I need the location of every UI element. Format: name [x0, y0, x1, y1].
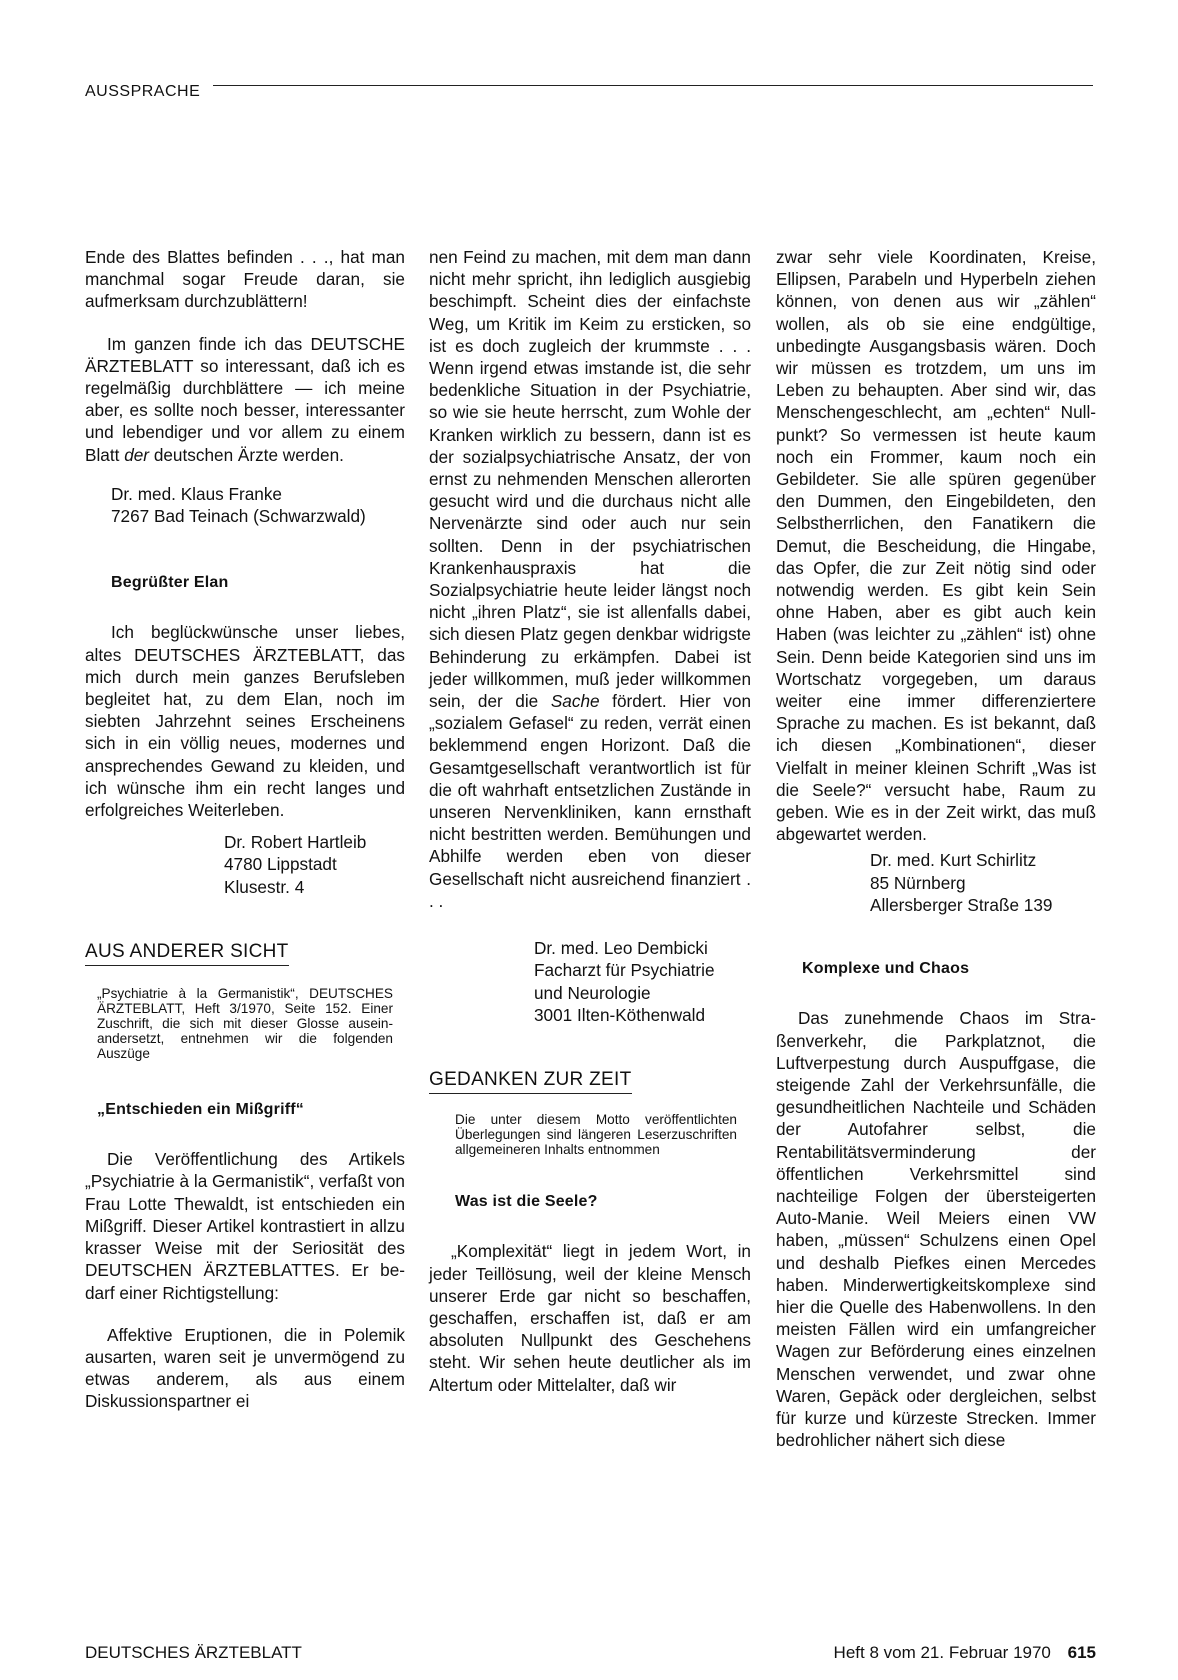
article-heading: Komplexe und Chaos — [802, 960, 970, 978]
signature-line: 4780 Lippstadt — [224, 854, 337, 875]
header-rule — [213, 85, 1093, 86]
paragraph: Affektive Eruptionen, die in Polemik ausarten, waren seit je unvermögend zu etwas anderem, als aus einem Diskussionspartner ei — [85, 1324, 405, 1412]
paragraph: Ende des Blattes befinden . . ., hat man manchmal sogar Freude daran, sie aufmerksam durchzublättern! — [85, 247, 405, 312]
section-title: AUS ANDERER SICHT — [85, 941, 289, 966]
intro-note: „Psychiatrie à la Germanistik“, DEUTSCHES ÄRZTEBLATT, Heft 3/1970, Seite 152. Einer Zuschrift, die sich mit dieser Glosse auseinandersetzt, entnehmen wir die folgenden Auszüge — [97, 986, 393, 1062]
signature-line: 85 Nürnberg — [870, 872, 966, 893]
signature-line: Allersberger Straße 139 — [870, 894, 1053, 915]
signature-line: 7267 Bad Teinach (Schwarzwald) — [111, 506, 366, 527]
text: Im ganzen finde ich das DEUTSCHE ÄRZTEBLATT so interessant, daß ich es regelmäßig durchblättere — ich meine aber, es sollte noch besser, interessanter und lebendiger und vor allem zu einem Blatt — [85, 333, 405, 465]
signature-line: und Neurologie — [534, 982, 651, 1003]
signature-line: Dr. Robert Hartleib — [224, 832, 367, 853]
column-1 — [85, 246, 405, 1413]
column-2 — [429, 246, 751, 1396]
paragraph: Das zunehmende Chaos im Straßenverkehr, die Parkplatznot, die Luftverpestung durch Auspuffgase, die steigende Zahl der Verkehrsunfälle, die gesundheitlichen Nachteile und Schäden der Autofahrer selbst, die Rentabilitätsverminderung der öffentlichen Verkehrsmittel sind nachteilige Folgen der übersteigerten Auto-Manie. Weil Meiers einen VW haben, „müssen“ Schulzens einen Opel und deshalb Piefkes einen Mercedes haben. Minderwertigkeitskomplexe sind hier die Quelle des Habenwollens. In den meisten Fällen wird ein umfangreicher Wagen zur Beförderung eines einzelnen Menschen verwendet, und zwar ohne Waren, Gepäck oder dergleichen, selbst für kurze und kürzeste Strecken. Immer bedrohlicher nähert sich diese — [776, 1008, 1096, 1451]
signature-line: Dr. med. Leo Dembicki — [534, 938, 708, 959]
signature — [776, 849, 1096, 916]
footer-publication: DEUTSCHES ÄRZTEBLATT — [85, 1643, 302, 1662]
signature-line: Dr. med. Klaus Franke — [111, 483, 282, 504]
signature-line: 3001 Ilten-Köthenwald — [534, 1004, 706, 1025]
emphasis: der — [124, 444, 150, 465]
article-heading: „Entschieden ein Mißgriff“ — [97, 1101, 304, 1119]
signature — [85, 483, 405, 527]
emphasis: Sache — [550, 691, 600, 712]
column-3 — [776, 246, 1096, 1451]
text: fördert. Hier von „sozialem Gefasel“ zu reden, verrät einen beklemmend engen Horizont. Daß die Gesamtgesellschaft verantwortlich ist für die oft wahrhaft entsetzlichen Zustände in unseren Nervenkliniken, kann ernsthaft nicht bestritten werden. Bemühungen und Abhilfe werden eben von dieser Gesellschaft nicht ausreichend finanziert . . . — [429, 691, 752, 911]
paragraph — [429, 246, 751, 912]
paragraph — [85, 333, 405, 466]
signature — [429, 937, 751, 1026]
section-title: GEDANKEN ZUR ZEIT — [429, 1069, 632, 1094]
signature-line: Klusestr. 4 — [224, 876, 305, 897]
article-heading: Begrüßter Elan — [111, 574, 229, 592]
section-header: AUSSPRACHE — [85, 83, 201, 100]
paragraph: Ich beglückwünsche unser liebes, altes DEUTSCHES ÄRZTEBLATT, das mich durch mein ganzes Berufsleben begleitet hat, zu dem Elan, noch im siebten Jahrzehnt seines Erscheinens sich in ein völlig neues, modernes und ansprechendes Gewand zu kleiden, und ich wünsche ihm ein recht langes und erfolgreiches Weiterleben. — [85, 622, 405, 821]
signature-line: Dr. med. Kurt Schirlitz — [870, 850, 1037, 871]
signature — [85, 831, 405, 898]
footer-issue — [834, 1643, 1096, 1663]
issue-info: Heft 8 vom 21. Februar 1970 — [833, 1643, 1051, 1662]
text: nen Feind zu machen, mit dem man dann nicht mehr spricht, ihn lediglich ausgiebig beschimpft. Scheint dies der einfachste Weg, um Kritik im Keim zu ersticken, so ist es doch zugleich der krummste . . . Wenn irgend etwas imstande ist, die sehr bedenkliche Situation in der Psychiatrie, so wie sie heute herrscht, zum Wohle der Kranken wirklich zu bessern, dann ist es der sozialpsychiatrische Ansatz, der von ernst zu nehmenden Menschen allerorten gesucht wird und die durchaus nicht alle Nervenärzte sind oder auch nur sein sollten. Denn in der psychiatrischen Krankenhauspraxis hat die Sozialpsychiatrie heute leider längst noch nicht „ihren Platz“, sie ist allenfalls dabei, sich diesen Platz gegen denkbar widrigste Behinderung zu erkämpfen. Dabei ist jeder willkommen, muß jeder willkommen sein, der die — [429, 247, 751, 712]
page-number: 615 — [1067, 1643, 1096, 1662]
paragraph: Die Veröffentlichung des Artikels „Psychiatrie à la Germanistik“, verfaßt von Frau Lotte Thewaldt, ist entschieden ein Mißgriff. Dieser Artikel kontrastiert in allzu krasser Weise mit der Seriosität des DEUTSCHEN ÄRZTEBLATTES. Er bedarf einer Richtigstellung: — [85, 1149, 405, 1303]
article-heading: Was ist die Seele? — [455, 1193, 598, 1211]
signature-line: Facharzt für Psychiatrie — [534, 960, 715, 981]
intro-note: Die unter diesem Motto veröffentlichten Überlegungen sind längeren Leserzuschriften allgemeineren Inhalts entnommen — [455, 1112, 737, 1158]
text: deutschen Ärzte werden. — [153, 444, 344, 465]
paragraph: „Komplexität“ liegt in jedem Wort, in jeder Teillösung, weil der kleine Mensch unserer Erde gar nicht so beschaffen, geschaffen, erschaffen ist, daß er am absoluten Nullpunkt des Geschehens steht. Wir sehen heute deutlicher als im Altertum oder Mittelalter, daß wir — [429, 1241, 751, 1395]
paragraph: zwar sehr viele Koordinaten, Kreise, Ellipsen, Parabeln und Hyperbeln ziehen können, von denen aus wir „zählen“ wollen, als ob sie eine endgültige, unbedingte Ausgangsbasis wären. Doch wir müssen es trotzdem, um uns im Leben zu behaupten. Aber sind wir, das Menschengeschlecht, am „echten“ Nullpunkt? So vermessen ist heute kaum noch ein Frommer, kaum noch ein Gebildeter. Sie alle spüren gegenüber den Dummen, den Eingebildeten, den Selbstherrlichen, den Fanatikern die Demut, die Bescheidung, die Hingabe, das Opfer, die zur Zeit nötig sind oder notwendig werden. Es gibt kein Sein ohne Haben, aber es gibt auch kein Haben (was leichter zu „zählen“ ist) ohne Sein. Denn beide Kategorien sind uns im Wortschatz vorgegeben, um daraus weiter eine immer differenziertere Sprache zu machen. Es ist bekannt, daß ich diesen „Kombinationen“, dieser Vielfalt in meiner kleinen Schrift „Was ist die Seele?“ versucht habe, Raum zu geben. Wie es in der Zeit wirkt, das muß abgewartet werden. — [776, 247, 1096, 845]
